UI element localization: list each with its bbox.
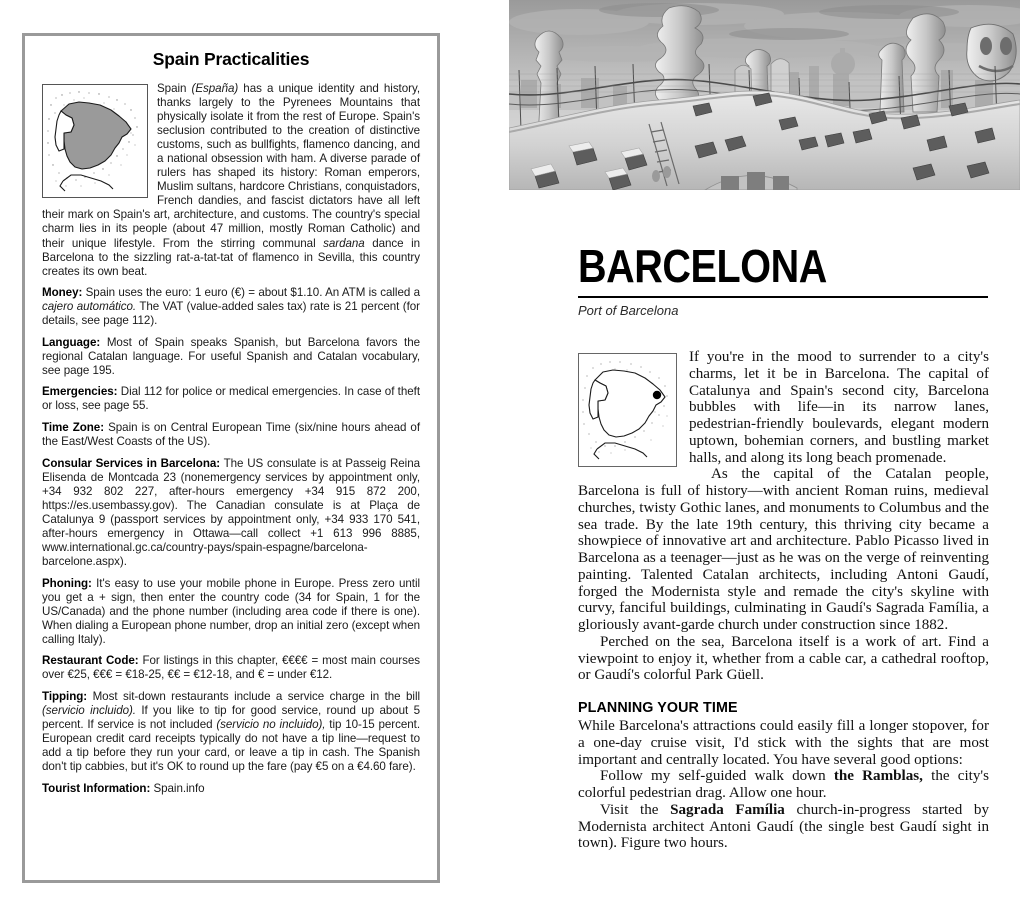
sidebar-paragraph-money: Money: Spain uses the euro: 1 euro (€) = about $1.10. An ATM is called a cajero automático. The VAT (value-added sales tax) rate is 21 percent (for details, see page 112). xyxy=(42,286,420,328)
body-paragraph-history: As the capital of the Catalan people, Barcelona is full of history—with ancient Roman ruins, medieval churches, twisty Gothic lanes, and monuments to Columbus and the sea trade. By the late 19th century, this thriving city became a showpiece of innovative art and architecture. Pablo Picasso lived in Barcelona as a teenager—just as he was on the verge of reinventing painting. Talented Catalan architects, including Antoni Gaudí, forged the Modernista style and remade the city's skyline with curvy, fanciful buildings, culminating in Gaudí's Sagrada Família, a gloriously avant-garde church under construction since 1882. xyxy=(578,466,989,633)
planning-paragraph-ramblas: Follow my self-guided walk down the Ramblas, the city's colorful pedestrian drag. Allow one hour. xyxy=(578,768,989,801)
sidebar-paragraph-tourist-info: Tourist Information: Spain.info xyxy=(42,781,205,795)
sidebar-paragraph: Spain (España) has a unique identity and history, thanks largely to the Pyrenees Mountains that physically isolate it from the rest of Europe. Spain's seclusion contributed to the creation of distinctive customs, such as bullfights, flamenco dancing, and a national obsession with ham. A diverse parade of rulers has shaped its history: Roman emperors, Muslim sultans, hardcore Christians, conquistadors, French dandies, and fascist dictators have all left their mark on Spain's art, architecture, and customs. The country's special charm lies in its people (about 47 million, mostly Roman Catholic) and their unique lifestyle. From the stirring communal sardana dance in Barcelona to the sizzling rat-a-tat-tat of flamenco in Sevilla, this country creates its own beat. xyxy=(42,82,420,278)
sidebar-paragraph-tipping: Tipping: Most sit-down restaurants include a service charge in the bill (servicio incluido). If you like to tip for good service, round up about 5 percent. If service is not included (servicio no incluido), tip 10-15 percent. European credit card receipts typically do not have a tip line—request to add a tip before they run your card, or leave a tip in cash. The Spanish don't tip cabbies, but it's OK to round up the fare (pay €5 on a €4.60 fare). xyxy=(42,689,420,774)
sidebar-title: Spain Practicalities xyxy=(152,49,310,69)
sidebar-paragraph-language: Language: Most of Spain speaks Spanish, but Barcelona favors the regional Catalan language. For useful Spanish and Catalan vocabulary, see page 195. xyxy=(42,335,420,377)
sidebar-paragraph-emergencies: Emergencies: Dial 112 for police or medical emergencies. In case of theft or loss, see page 55. xyxy=(42,385,420,413)
main-column xyxy=(509,0,1020,907)
planning-your-time-heading: PLANNING YOUR TIME xyxy=(578,700,738,716)
title-rule xyxy=(578,296,988,298)
spain-map-icon xyxy=(578,353,677,467)
spain-map-icon xyxy=(42,84,148,198)
planning-paragraph-intro: While Barcelona's attractions could easily fill a longer stopover, for a one-day cruise visit, I'd stick with the sights that are most important and centrally located. You have several good options: xyxy=(578,718,989,768)
page-title: BARCELONA xyxy=(578,240,827,292)
sidebar-paragraph-consular: Consular Services in Barcelona: The US consulate is at Passeig Reina Elisenda de Montcada 23 (nonemergency services by appointment only, +34 932 802 227, after-hours emergency +34 915 872 200, https://es.usembassy.gov). The Canadian consulate is at Plaça de Catalunya 9 (passport services by appointment only, +34 933 170 541, after-hours emergency in Ottawa—call collect +1 613 996 8885, www.international.gc.ca/country-pays/spain-espagne/barcelona-barcelone.aspx). xyxy=(42,456,420,568)
page-subtitle: Port of Barcelona xyxy=(578,303,679,318)
barcelona-marker xyxy=(653,391,661,399)
rooftop-photo xyxy=(509,0,1020,190)
spain-practicalities-sidebar xyxy=(22,33,440,883)
sidebar-paragraph-restaurant-code: Restaurant Code: For listings in this chapter, €€€€ = most main courses over €25, €€€ = €18-25, €€ = €12-18, and € = under €12. xyxy=(42,654,420,682)
sidebar-paragraph-phoning: Phoning: It's easy to use your mobile phone in Europe. Press zero until you get a + sign, then enter the country code (34 for Spain, 1 for the US/Canada) and the phone number (including area code if there is one). When dialing a European phone number, drop an initial zero (except when calling Italy). xyxy=(42,576,420,646)
planning-paragraph-sagrada-familia: Visit the Sagrada Família church-in-progress started by Modernista architect Antoni Gaudí (the single best Gaudí sight in town). Figure two hours. xyxy=(578,801,989,852)
body-paragraph-lede: If you're in the mood to surrender to a city's charms, let it be in Barcelona. The capital of Catalunya and Spain's second city, Barcelona bubbles with life—in its narrow lanes, pedestrian-friendly boulevards, elegant modern uptown, bohemian corners, and bustling market halls, and along its long beach promenade. xyxy=(689,349,989,466)
body-paragraph-perched: Perched on the sea, Barcelona itself is a work of art. Find a viewpoint to enjoy it, whether from a cable car, a cathedral rooftop, or Gaudí's colorful Park Güell. xyxy=(578,633,989,684)
sidebar-content xyxy=(34,43,428,873)
main-body xyxy=(578,349,989,852)
sidebar-paragraph-time-zone: Time Zone: Spain is on Central European Time (six/nine hours ahead of the East/West Coasts of the US). xyxy=(42,421,420,449)
